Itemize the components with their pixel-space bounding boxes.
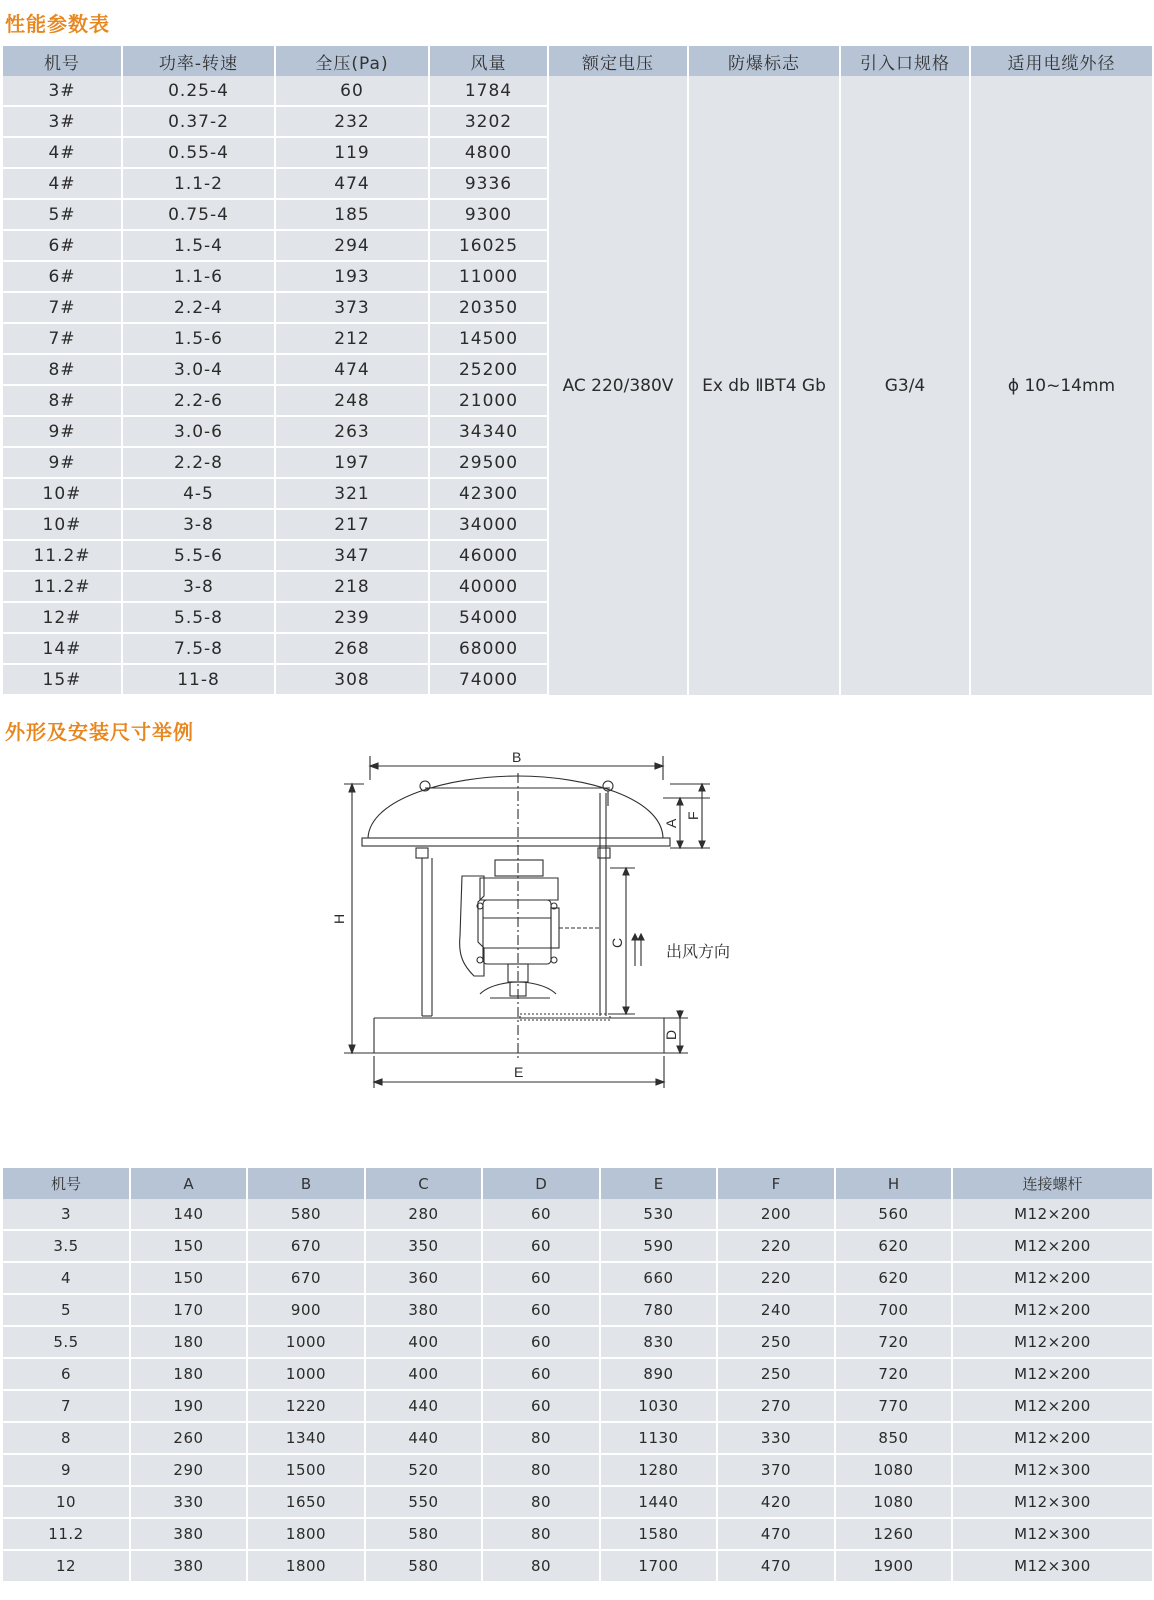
dim-cell-c: 400	[365, 1358, 482, 1390]
dim-cell-model: 9	[3, 1454, 130, 1486]
performance-header-row	[3, 46, 1152, 76]
dimension-row	[3, 1422, 1152, 1454]
cell-power-speed: 0.37-2	[122, 106, 275, 137]
dim-label-a: A	[663, 818, 679, 828]
dim-cell-a: 260	[130, 1422, 247, 1454]
cell-total-pressure: 308	[275, 664, 429, 695]
dim-cell-a: 290	[130, 1454, 247, 1486]
cell-airflow: 25200	[429, 354, 548, 385]
cell-airflow: 9336	[429, 168, 548, 199]
inlet-spec-value: G3/4	[840, 76, 970, 695]
dim-cell-a: 180	[130, 1358, 247, 1390]
cell-model: 14#	[3, 633, 122, 664]
dim-header-b: B	[247, 1168, 365, 1199]
dim-cell-d: 60	[482, 1358, 600, 1390]
dim-cell-connecting-rod: M12×300	[952, 1454, 1152, 1486]
cell-power-speed: 3-8	[122, 571, 275, 602]
dim-cell-c: 440	[365, 1390, 482, 1422]
cell-total-pressure: 119	[275, 137, 429, 168]
cell-power-speed: 5.5-8	[122, 602, 275, 633]
dimension-row	[3, 1454, 1152, 1486]
dim-cell-b: 580	[247, 1199, 365, 1230]
dim-header-a: A	[130, 1168, 247, 1199]
cell-power-speed: 2.2-4	[122, 292, 275, 323]
dim-cell-a: 190	[130, 1390, 247, 1422]
dim-cell-f: 470	[717, 1518, 835, 1550]
cell-airflow: 34340	[429, 416, 548, 447]
voltage-value: AC 220/380V	[548, 76, 688, 695]
dim-cell-model: 3.5	[3, 1230, 130, 1262]
cell-power-speed: 3.0-4	[122, 354, 275, 385]
dim-header-f: F	[717, 1168, 835, 1199]
dim-cell-h: 770	[835, 1390, 952, 1422]
cell-airflow: 42300	[429, 478, 548, 509]
dimension-row	[3, 1294, 1152, 1326]
dim-cell-f: 200	[717, 1199, 835, 1230]
dimension-table	[3, 1168, 1152, 1583]
cell-model: 9#	[3, 416, 122, 447]
dim-cell-connecting-rod: M12×200	[952, 1262, 1152, 1294]
performance-row	[3, 76, 1152, 106]
cell-power-speed: 11-8	[122, 664, 275, 695]
cell-model: 3#	[3, 76, 122, 106]
cell-airflow: 4800	[429, 137, 548, 168]
dim-label-h: H	[331, 913, 347, 924]
dim-cell-h: 700	[835, 1294, 952, 1326]
dim-cell-b: 1800	[247, 1550, 365, 1582]
cell-model: 5#	[3, 199, 122, 230]
dim-cell-b: 1340	[247, 1422, 365, 1454]
cell-airflow: 21000	[429, 385, 548, 416]
dim-cell-h: 1080	[835, 1454, 952, 1486]
dim-cell-b: 1650	[247, 1486, 365, 1518]
dim-label-b: B	[512, 749, 522, 765]
dim-cell-a: 170	[130, 1294, 247, 1326]
dim-cell-c: 440	[365, 1422, 482, 1454]
dim-cell-h: 560	[835, 1199, 952, 1230]
dim-cell-a: 180	[130, 1326, 247, 1358]
dim-label-e: E	[514, 1064, 524, 1080]
dim-cell-c: 580	[365, 1518, 482, 1550]
dim-header-e: E	[600, 1168, 717, 1199]
dim-label-c: C	[609, 937, 625, 948]
cell-model: 9#	[3, 447, 122, 478]
header-explosion-mark: 防爆标志	[688, 46, 840, 76]
dim-cell-c: 580	[365, 1550, 482, 1582]
dim-cell-b: 670	[247, 1230, 365, 1262]
dim-cell-e: 830	[600, 1326, 717, 1358]
dim-cell-d: 80	[482, 1550, 600, 1582]
dim-cell-e: 1130	[600, 1422, 717, 1454]
dim-cell-model: 7	[3, 1390, 130, 1422]
dim-cell-f: 370	[717, 1454, 835, 1486]
dim-cell-c: 280	[365, 1199, 482, 1230]
cell-power-speed: 0.75-4	[122, 199, 275, 230]
dim-cell-model: 3	[3, 1199, 130, 1230]
cell-model: 6#	[3, 230, 122, 261]
cell-power-speed: 2.2-8	[122, 447, 275, 478]
explosion-mark-value: Ex db ⅡBT4 Gb	[688, 76, 840, 695]
header-total-pressure: 全压(Pa)	[275, 46, 429, 76]
dim-cell-connecting-rod: M12×200	[952, 1390, 1152, 1422]
cell-airflow: 54000	[429, 602, 548, 633]
dim-cell-h: 1900	[835, 1550, 952, 1582]
dim-cell-f: 330	[717, 1422, 835, 1454]
header-model: 机号	[3, 46, 122, 76]
cell-airflow: 29500	[429, 447, 548, 478]
dim-cell-model: 10	[3, 1486, 130, 1518]
header-inlet-spec: 引入口规格	[840, 46, 970, 76]
cell-model: 10#	[3, 478, 122, 509]
cell-model: 8#	[3, 385, 122, 416]
cell-model: 4#	[3, 168, 122, 199]
cell-power-speed: 3.0-6	[122, 416, 275, 447]
header-voltage: 额定电压	[548, 46, 688, 76]
cell-total-pressure: 321	[275, 478, 429, 509]
dim-cell-f: 250	[717, 1358, 835, 1390]
dim-cell-f: 240	[717, 1294, 835, 1326]
dim-cell-d: 60	[482, 1230, 600, 1262]
cell-total-pressure: 248	[275, 385, 429, 416]
cell-power-speed: 1.5-6	[122, 323, 275, 354]
cell-power-speed: 5.5-6	[122, 540, 275, 571]
cell-power-speed: 3-8	[122, 509, 275, 540]
cell-total-pressure: 217	[275, 509, 429, 540]
cell-airflow: 40000	[429, 571, 548, 602]
cell-airflow: 16025	[429, 230, 548, 261]
cell-total-pressure: 218	[275, 571, 429, 602]
dim-cell-b: 1220	[247, 1390, 365, 1422]
cell-total-pressure: 232	[275, 106, 429, 137]
cell-power-speed: 7.5-8	[122, 633, 275, 664]
dim-cell-f: 250	[717, 1326, 835, 1358]
header-airflow: 风量	[429, 46, 548, 76]
dim-cell-f: 270	[717, 1390, 835, 1422]
dim-cell-connecting-rod: M12×200	[952, 1294, 1152, 1326]
dim-cell-d: 80	[482, 1486, 600, 1518]
dim-cell-a: 140	[130, 1199, 247, 1230]
cell-model: 11.2#	[3, 540, 122, 571]
cell-model: 6#	[3, 261, 122, 292]
cell-power-speed: 0.55-4	[122, 137, 275, 168]
dim-cell-e: 660	[600, 1262, 717, 1294]
dim-cell-h: 620	[835, 1262, 952, 1294]
dim-cell-e: 530	[600, 1199, 717, 1230]
dim-cell-e: 1580	[600, 1518, 717, 1550]
dim-cell-b: 1500	[247, 1454, 365, 1486]
cell-airflow: 9300	[429, 199, 548, 230]
dim-cell-h: 1080	[835, 1486, 952, 1518]
dim-label-d: D	[663, 1029, 679, 1040]
dim-header-d: D	[482, 1168, 600, 1199]
cell-airflow: 3202	[429, 106, 548, 137]
cell-model: 11.2#	[3, 571, 122, 602]
dim-cell-e: 1700	[600, 1550, 717, 1582]
dimension-row	[3, 1518, 1152, 1550]
dim-cell-model: 5	[3, 1294, 130, 1326]
cell-airflow: 34000	[429, 509, 548, 540]
dim-cell-connecting-rod: M12×200	[952, 1358, 1152, 1390]
dim-cell-d: 60	[482, 1262, 600, 1294]
dim-cell-d: 80	[482, 1518, 600, 1550]
dimension-row	[3, 1326, 1152, 1358]
dim-label-f: F	[685, 811, 701, 820]
dim-cell-f: 220	[717, 1262, 835, 1294]
dim-cell-a: 150	[130, 1230, 247, 1262]
dim-cell-f: 220	[717, 1230, 835, 1262]
dimension-row	[3, 1199, 1152, 1230]
dim-cell-connecting-rod: M12×200	[952, 1199, 1152, 1230]
cell-airflow: 11000	[429, 261, 548, 292]
dim-cell-model: 5.5	[3, 1326, 130, 1358]
cell-power-speed: 1.5-4	[122, 230, 275, 261]
dim-cell-a: 380	[130, 1518, 247, 1550]
dim-cell-b: 1000	[247, 1358, 365, 1390]
dim-header-connecting-rod: 连接螺杆	[952, 1168, 1152, 1199]
dim-cell-f: 470	[717, 1550, 835, 1582]
fan-outline-drawing	[330, 748, 750, 1098]
dim-cell-a: 330	[130, 1486, 247, 1518]
dim-cell-model: 4	[3, 1262, 130, 1294]
cell-airflow: 20350	[429, 292, 548, 323]
dim-cell-c: 550	[365, 1486, 482, 1518]
cell-total-pressure: 193	[275, 261, 429, 292]
cell-model: 15#	[3, 664, 122, 695]
cell-power-speed: 1.1-6	[122, 261, 275, 292]
cell-total-pressure: 347	[275, 540, 429, 571]
dim-cell-e: 1440	[600, 1486, 717, 1518]
dim-header-model: 机号	[3, 1168, 130, 1199]
dimension-row	[3, 1550, 1152, 1582]
dim-cell-b: 670	[247, 1262, 365, 1294]
dimension-header-row	[3, 1168, 1152, 1199]
cell-model: 12#	[3, 602, 122, 633]
dim-cell-d: 80	[482, 1422, 600, 1454]
dim-cell-c: 400	[365, 1326, 482, 1358]
cell-total-pressure: 373	[275, 292, 429, 323]
cell-model: 3#	[3, 106, 122, 137]
dim-cell-e: 890	[600, 1358, 717, 1390]
cable-diameter-value: ϕ 10~14mm	[970, 76, 1152, 695]
airflow-direction-label: 出风方向	[666, 944, 731, 961]
cell-power-speed: 4-5	[122, 478, 275, 509]
dim-header-c: C	[365, 1168, 482, 1199]
dim-cell-d: 80	[482, 1454, 600, 1486]
dim-cell-c: 360	[365, 1262, 482, 1294]
dim-cell-f: 420	[717, 1486, 835, 1518]
dim-cell-connecting-rod: M12×200	[952, 1230, 1152, 1262]
dim-cell-c: 350	[365, 1230, 482, 1262]
dim-cell-connecting-rod: M12×300	[952, 1486, 1152, 1518]
cell-total-pressure: 268	[275, 633, 429, 664]
dim-cell-d: 60	[482, 1294, 600, 1326]
dim-cell-connecting-rod: M12×300	[952, 1550, 1152, 1582]
dim-cell-a: 150	[130, 1262, 247, 1294]
header-power-speed: 功率-转速	[122, 46, 275, 76]
cell-model: 8#	[3, 354, 122, 385]
cell-total-pressure: 60	[275, 76, 429, 106]
dim-header-h: H	[835, 1168, 952, 1199]
dim-cell-c: 380	[365, 1294, 482, 1326]
drawing-section-title: 外形及安装尺寸举例	[5, 720, 194, 744]
cell-total-pressure: 197	[275, 447, 429, 478]
cell-total-pressure: 294	[275, 230, 429, 261]
cell-airflow: 74000	[429, 664, 548, 695]
cell-power-speed: 0.25-4	[122, 76, 275, 106]
dim-cell-connecting-rod: M12×200	[952, 1422, 1152, 1454]
dimension-row	[3, 1230, 1152, 1262]
cell-total-pressure: 239	[275, 602, 429, 633]
cell-power-speed: 1.1-2	[122, 168, 275, 199]
dim-cell-h: 720	[835, 1358, 952, 1390]
cell-model: 7#	[3, 292, 122, 323]
dim-cell-d: 60	[482, 1326, 600, 1358]
dim-cell-d: 60	[482, 1390, 600, 1422]
cell-airflow: 1784	[429, 76, 548, 106]
performance-table	[3, 46, 1152, 696]
dim-cell-h: 620	[835, 1230, 952, 1262]
dimension-row	[3, 1486, 1152, 1518]
dim-cell-e: 590	[600, 1230, 717, 1262]
dim-cell-e: 1030	[600, 1390, 717, 1422]
dim-cell-h: 720	[835, 1326, 952, 1358]
cell-airflow: 14500	[429, 323, 548, 354]
dim-cell-e: 1280	[600, 1454, 717, 1486]
dim-cell-h: 1260	[835, 1518, 952, 1550]
dim-cell-model: 6	[3, 1358, 130, 1390]
cell-total-pressure: 185	[275, 199, 429, 230]
dim-cell-a: 380	[130, 1550, 247, 1582]
dim-cell-e: 780	[600, 1294, 717, 1326]
dim-cell-b: 1800	[247, 1518, 365, 1550]
performance-section-title: 性能参数表	[5, 12, 110, 36]
dim-cell-connecting-rod: M12×200	[952, 1326, 1152, 1358]
dimension-row	[3, 1358, 1152, 1390]
dim-cell-c: 520	[365, 1454, 482, 1486]
dimension-row	[3, 1390, 1152, 1422]
dim-cell-d: 60	[482, 1199, 600, 1230]
dim-cell-model: 11.2	[3, 1518, 130, 1550]
dim-cell-model: 8	[3, 1422, 130, 1454]
cell-power-speed: 2.2-6	[122, 385, 275, 416]
dim-cell-h: 850	[835, 1422, 952, 1454]
cell-total-pressure: 474	[275, 354, 429, 385]
dim-cell-b: 1000	[247, 1326, 365, 1358]
cell-total-pressure: 212	[275, 323, 429, 354]
dim-cell-model: 12	[3, 1550, 130, 1582]
dim-cell-connecting-rod: M12×300	[952, 1518, 1152, 1550]
cell-model: 4#	[3, 137, 122, 168]
cell-airflow: 68000	[429, 633, 548, 664]
cell-airflow: 46000	[429, 540, 548, 571]
dimension-row	[3, 1262, 1152, 1294]
cell-model: 7#	[3, 323, 122, 354]
cell-total-pressure: 263	[275, 416, 429, 447]
cell-model: 10#	[3, 509, 122, 540]
cell-total-pressure: 474	[275, 168, 429, 199]
dim-cell-b: 900	[247, 1294, 365, 1326]
header-cable-diameter: 适用电缆外径	[970, 46, 1152, 76]
